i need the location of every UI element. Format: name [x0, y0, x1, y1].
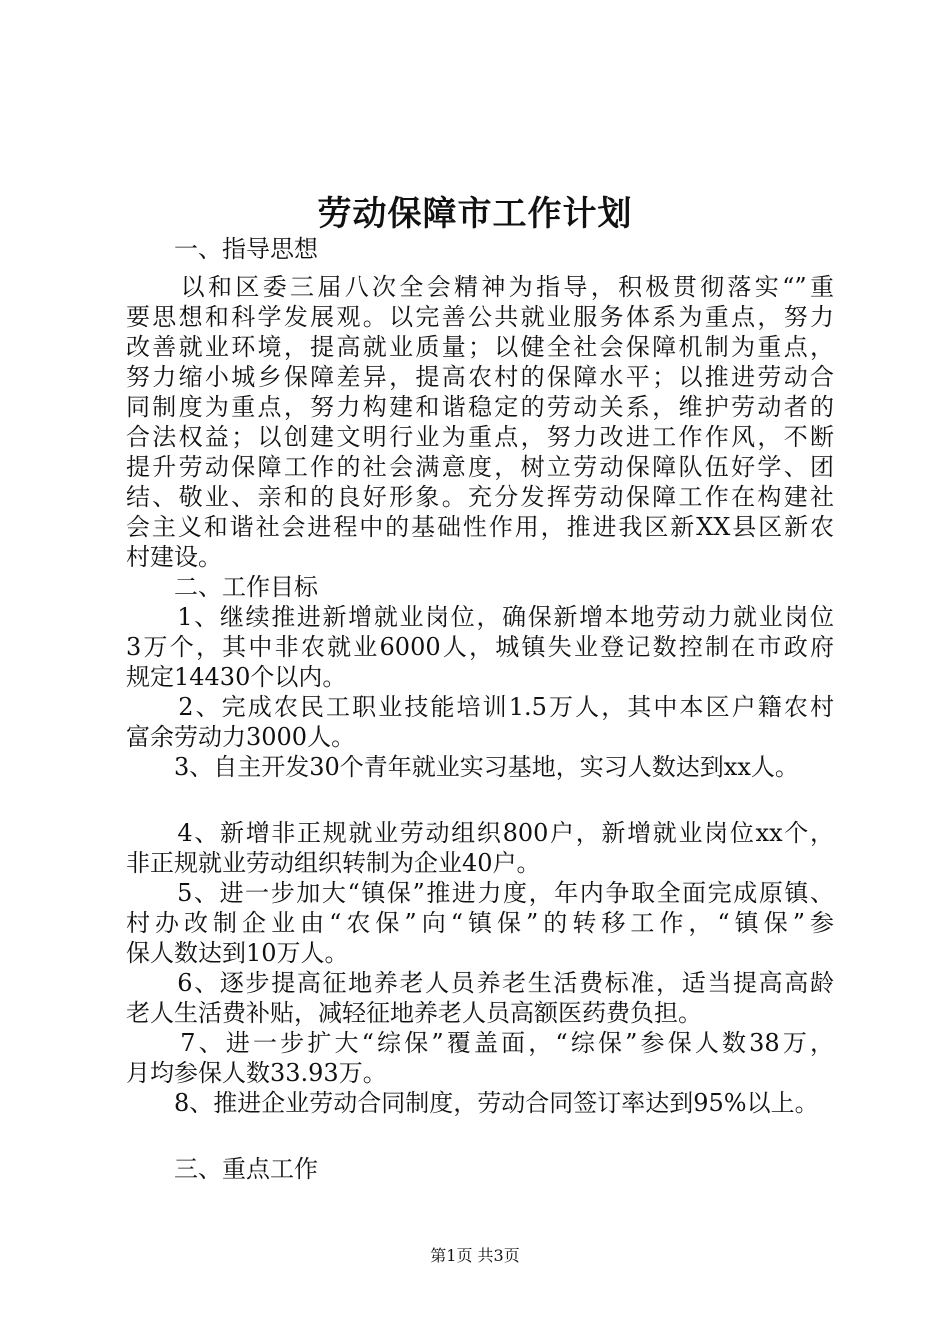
goal-line: 1、继续推进新增就业岗位，确保新增本地劳动力就业岗位	[126, 603, 834, 631]
goal-line: 8、推进企业劳动合同制度，劳动合同签订率达到95%以上。	[126, 1089, 819, 1117]
page-footer: 第1页 共3页	[430, 1246, 520, 1265]
goal-line: 保人数达到10万人。	[126, 939, 349, 967]
goal-line: 月均参保人数33.93万。	[126, 1059, 387, 1087]
goal-line: 5、进一步加大“镇保”推进力度，年内争取全面完成原镇、	[126, 879, 834, 907]
section-heading: 一、指导思想	[126, 235, 318, 263]
goal-line: 2、完成农民工职业技能培训1.5万人，其中本区户籍农村	[126, 693, 834, 721]
goal-line: 4、新增非正规就业劳动组织800户，新增就业岗位xx个，	[126, 819, 834, 847]
goal-line: 7、进一步扩大“综保”覆盖面，“综保”参保人数38万，	[126, 1029, 834, 1057]
goal-line: 规定14430个以内。	[126, 663, 347, 691]
document-title: 劳动保障市工作计划	[317, 194, 633, 234]
goal-line: 非正规就业劳动组织转制为企业40户。	[126, 849, 541, 877]
section-heading: 二、工作目标	[126, 573, 318, 601]
goal-line: 3万个，其中非农就业6000人，城镇失业登记数控制在市政府	[126, 633, 834, 661]
goal-line: 富余劳动力3000人。	[126, 723, 356, 751]
goal-line: 村办改制企业由“农保”向“镇保”的转移工作，“镇保”参	[126, 909, 834, 937]
paragraph-line: 同制度为重点，努力构建和谐稳定的劳动关系，维护劳动者的	[126, 393, 834, 421]
document-body	[126, 234, 834, 1184]
paragraph-line: 以和区委三届八次全会精神为指导，积极贯彻落实“”重	[126, 273, 834, 301]
paragraph-line: 改善就业环境，提高就业质量；以健全社会保障机制为重点，	[126, 333, 834, 361]
paragraph-line: 提升劳动保障工作的社会满意度，树立劳动保障队伍好学、团	[126, 453, 834, 481]
paragraph-line: 村建设。	[126, 543, 222, 571]
section-heading: 三、重点工作	[126, 1155, 318, 1183]
goal-line: 6、逐步提高征地养老人员养老生活费标准，适当提高高龄	[126, 969, 834, 997]
goal-line: 老人生活费补贴，减轻征地养老人员高额医药费负担。	[126, 999, 702, 1027]
paragraph-line: 会主义和谐社会进程中的基础性作用，推进我区新XX县区新农	[126, 513, 834, 541]
goal-line: 3、自主开发30个青年就业实习基地，实习人数达到xx人。	[126, 753, 799, 781]
paragraph-line: 要思想和科学发展观。以完善公共就业服务体系为重点，努力	[126, 303, 834, 331]
paragraph-line: 结、敬业、亲和的良好形象。充分发挥劳动保障工作在构建社	[126, 483, 834, 511]
paragraph-line: 合法权益；以创建文明行业为重点，努力改进工作作风，不断	[126, 423, 834, 451]
paragraph-line: 努力缩小城乡保障差异，提高农村的保障水平；以推进劳动合	[126, 363, 834, 391]
